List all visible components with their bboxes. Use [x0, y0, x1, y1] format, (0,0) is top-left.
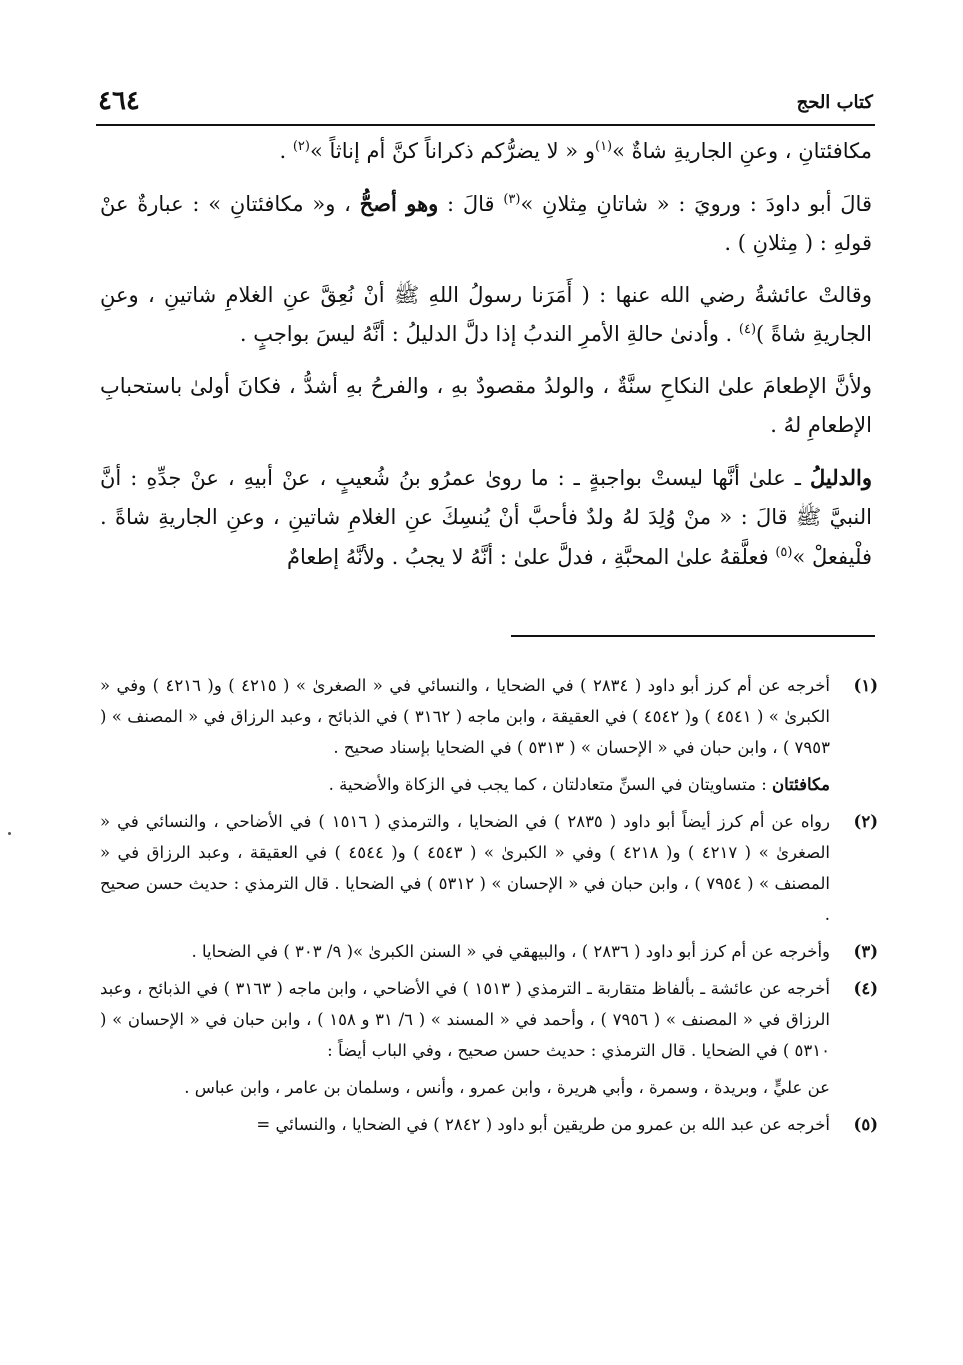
footnote-divider	[511, 635, 875, 637]
paragraph-3-text-a: وقالتْ عائشةُ رضي الله عنها : ( أَمَرَنا رسولُ اللهِ ﷺ أنْ نُعِقَّ عنِ الغلامِ شاتينِ ، وعنِ الجاريةِ شاةً )	[100, 282, 872, 346]
footnote-2	[100, 806, 878, 930]
footnote-4-continuation: عن عليٍّ ، وبريدة ، وسمرة ، وأبي هريرة ، وابن عمرو ، وأنس ، وسلمان بن عامر ، وابن عباس .	[184, 1078, 830, 1097]
paragraph-2-text-c: ، و« مكافئتانِ » : عبارةٌ عنْ قولهِ : ( مِثلانِ ) .	[100, 191, 872, 255]
paragraph-2-text-a: قالَ أبو داودَ : ورويَ : « شاتانِ مِثلانِ »	[520, 191, 872, 216]
header-divider	[96, 124, 875, 126]
paragraph-1-text-c: .	[279, 139, 293, 163]
footnote-text: رواه عن أم كرز أيضاً أبو داود ( ٢٨٣٥ ) في الضحايا ، والترمذي ( ١٥١٦ ) في الأضاحي ، والنسائي في « الصغرىٰ » ( ٤٢١٧ ) و( ٤٢١٨ ) وفي « الكبرىٰ » ( ٤٥٤٣ ) و( ٤٥٤٤ ) في العقيقة ، وعبد الرزاق في « المصنف » ( ٧٩٥٤ ) ، وابن حبان في « الإحسان » ( ٥٣١٢ ) في الضحايا . قال الترمذي : حديث حسن صحيح .	[100, 812, 831, 924]
scan-speck	[8, 832, 11, 835]
footnote-ref-3: (٣)	[503, 191, 521, 207]
paragraph-2-text-b: قالَ :	[438, 191, 504, 216]
footnote-4	[100, 973, 878, 1066]
footnote-text: أخرجه عن عبد الله بن عمرو من طريقين أبو داود ( ٢٨٤٢ ) في الضحايا ، والنسائي =	[256, 1115, 830, 1134]
paragraph-5-text-a: ـ علىٰ أنَّها ليستْ بواجبةٍ ـ : ما روىٰ عمرُو بنُ شُعيبٍ ، عنْ أبيهِ ، عنْ جدِّهِ : أنَّ النبيَّ ﷺ قالَ : « منْ وُلِدَ لهُ ولدٌ فأحبَّ أنْ يُنسِكَ عنِ الغلامِ شاتينِ ، وعنِ الجاريةِ شاةً . فلْيفعلْ »	[100, 465, 872, 569]
footnote-text: أخرجه عن أم كرز أبو داود ( ٢٨٣٤ ) في الضحايا ، والنسائي في « الصغرىٰ » ( ٤٢١٥ ) و( ٤٢١٦ ) وفي « الكبرىٰ » ( ٤٥٤١ ) و( ٤٥٤٢ ) في العقيقة ، وابن ماجه ( ٣١٦٢ ) في الذبائح ، وعبد الرزاق في « المصنف » ( ٧٩٥٣ ) ، وابن حبان في « الإحسان » ( ٥٣١٣ ) في الضحايا بإسناد صحيح .	[100, 676, 830, 757]
footnote-ref-2: (٢)	[292, 139, 310, 154]
paragraph-2	[100, 184, 872, 264]
page-number: ٤٦٤	[98, 86, 140, 116]
footnote-ref-1: (١)	[594, 139, 613, 154]
paragraph-3	[100, 276, 872, 355]
footnote-number: (٣)	[853, 942, 878, 961]
paragraph-1-text-a: مكافئتانِ ، وعنِ الجاريةِ شاةٌ »	[612, 139, 872, 163]
footnote-note-text: : متساويتان في السنِّ متعادلتان ، كما يجب في الزكاة والأضحية .	[328, 775, 773, 794]
paragraph-4: ولأنَّ الإطعامَ علىٰ النكاحِ سنَّةٌ ، والولدُ مقصودٌ بهِ ، والفرحُ بهِ أشدُّ ، فكانَ أولىٰ باستحبابِ الإطعامِ لهُ .	[100, 373, 872, 437]
footnote-note-term: مكافئتان	[772, 775, 830, 794]
page-header	[98, 84, 873, 124]
footnote-1-note	[100, 769, 878, 800]
footnote-5	[100, 1109, 878, 1140]
footnote-text: أخرجه عن عائشة ـ بألفاظ متقاربة ـ الترمذي ( ١٥١٣ ) في الأضاحي ، وابن ماجه ( ٣١٦٣ ) في الذبائح ، وعبد الرزاق في « المصنف » ( ٧٩٥٦ ) ، وأحمد في « المسند » ( ٦/ ٣١ و ١٥٨ ) ، وابن حبان في « الإحسان » ( ٥٣١٠ ) في الضحايا . قال الترمذي : حديث حسن صحيح ، وفي الباب أيضاً :	[100, 979, 831, 1060]
footnote-number: (٥)	[853, 1115, 878, 1134]
footnotes	[100, 670, 878, 1146]
paragraph-3-text-b: . وأدنىٰ حالةِ الأمرِ الندبُ إذا دلَّ الدليلُ : أنَّهُ ليسَ بواجبٍ .	[239, 322, 739, 346]
footnote-number: (٢)	[853, 812, 878, 831]
footnote-number: (٤)	[853, 979, 878, 998]
footnote-3	[100, 936, 878, 967]
paragraph-1	[100, 132, 872, 172]
footnote-text: وأخرجه عن أم كرز أبو داود ( ٢٨٣٦ ) ، والبيهقي في « السنن الكبرىٰ »( ٩/ ٣٠٣ ) في الضحايا .	[191, 942, 830, 961]
paragraph-5	[100, 458, 872, 578]
footnote-ref-4: (٤)	[738, 322, 757, 337]
footnote-1	[100, 670, 878, 763]
paragraph-5-bold: والدليلُ	[809, 464, 872, 490]
running-title: كتاب الحج	[796, 92, 873, 113]
footnote-number: (١)	[853, 676, 878, 695]
footnote-ref-5: (٥)	[775, 544, 793, 560]
main-text	[100, 132, 872, 589]
paragraph-1-text-b: و « لا يضرُّكم ذكراناً كنَّ أم إناثاً »	[309, 139, 595, 163]
paragraph-2-bold: وهو أصحُّ	[359, 190, 439, 216]
paragraph-5-text-b: فعلَّقهُ علىٰ المحبَّةِ ، فدلَّ علىٰ : أنَّهُ لا يجبُ . ولأنَّهُ إطعامٌ	[286, 544, 776, 569]
